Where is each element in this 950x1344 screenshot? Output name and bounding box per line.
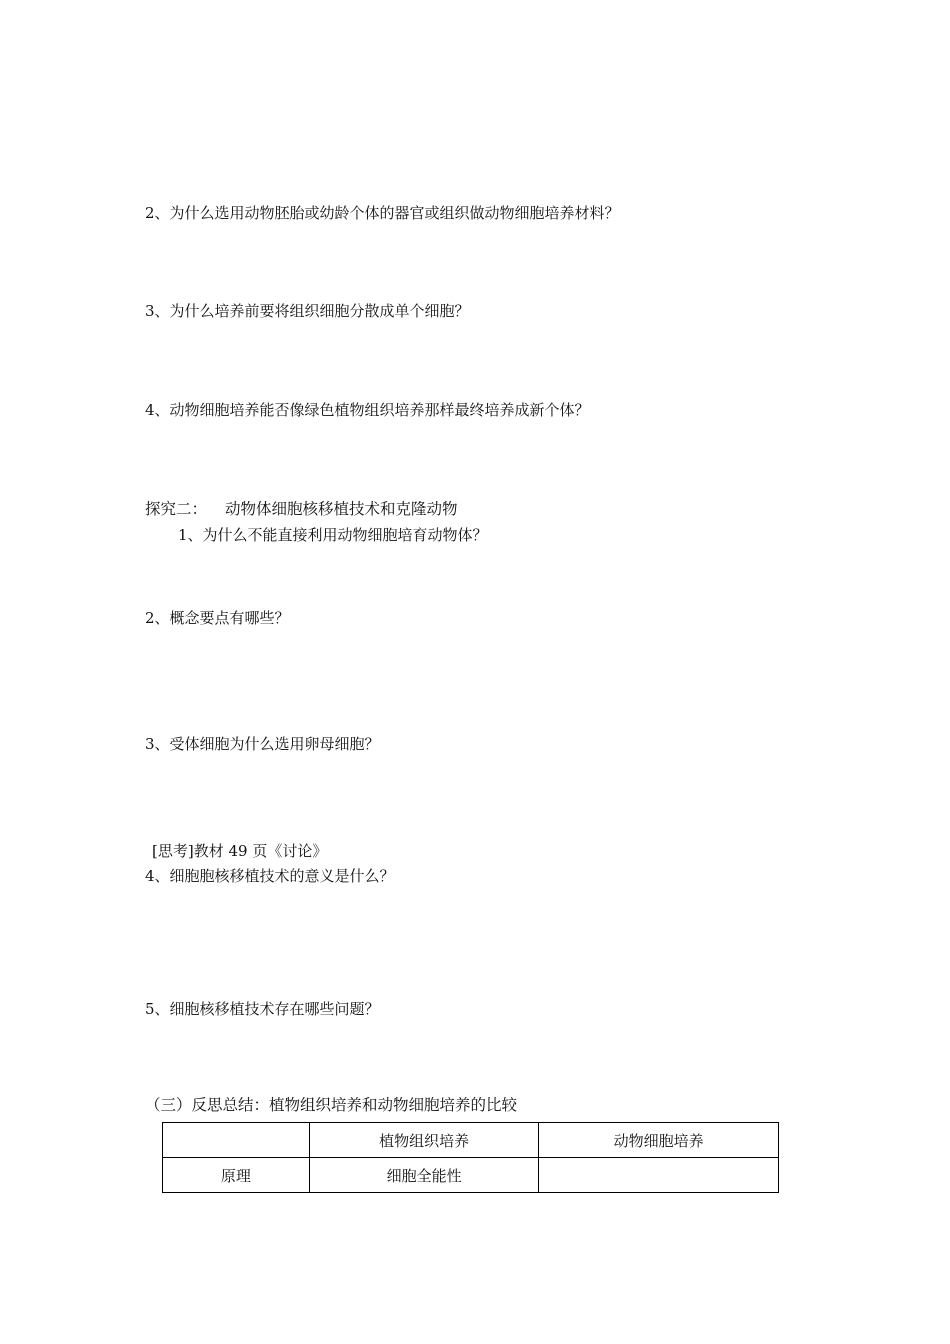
table-header-cell — [163, 1123, 310, 1158]
question-2: 2、为什么选用动物胚胎或幼龄个体的器官或组织做动物细胞培养材料？ — [145, 204, 620, 222]
table-cell: 细胞全能性 — [309, 1158, 539, 1193]
table-header-cell: 植物组织培养 — [309, 1123, 539, 1158]
comparison-table — [162, 1122, 779, 1193]
section2-question-4: 4、细胞胞核移植技术的意义是什么？ — [145, 867, 395, 885]
table-header-row — [163, 1123, 779, 1158]
section2-question-1: 1、为什么不能直接利用动物细胞培育动物体？ — [178, 526, 488, 544]
table-row — [163, 1158, 779, 1193]
section2-question-5: 5、细胞核移植技术存在哪些问题？ — [145, 1000, 380, 1018]
question-4: 4、动物细胞培养能否像绿色植物组织培养那样最终培养成新个体？ — [145, 401, 590, 419]
section2-question-2: 2、概念要点有哪些？ — [145, 609, 290, 627]
section3-title: （三）反思总结：植物组织培养和动物细胞培养的比较 — [145, 1096, 518, 1114]
table-header-cell: 动物细胞培养 — [539, 1123, 779, 1158]
section2-label: 探究二： — [145, 500, 208, 518]
section2-title: 动物体细胞核移植技术和克隆动物 — [225, 500, 458, 518]
table-cell — [539, 1158, 779, 1193]
section2-question-3: 3、受体细胞为什么选用卵母细胞？ — [145, 735, 380, 753]
table-cell: 原理 — [163, 1158, 310, 1193]
think-note: [思考]教材 49 页《讨论》 — [152, 842, 328, 860]
section2-heading — [145, 499, 458, 519]
question-3: 3、为什么培养前要将组织细胞分散成单个细胞？ — [145, 302, 470, 320]
